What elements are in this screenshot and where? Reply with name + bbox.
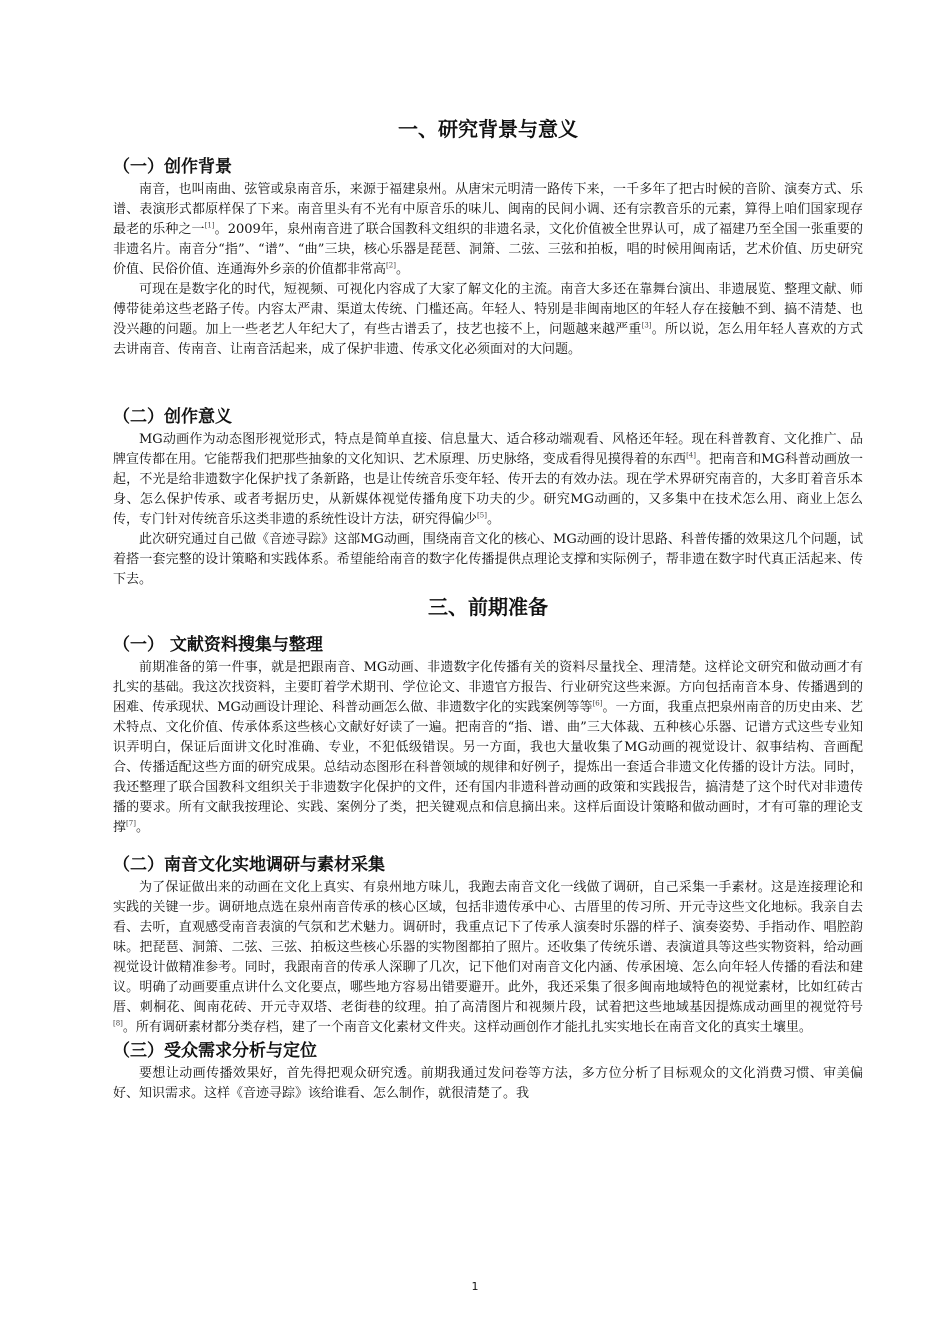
text-run: 此次研究通过自己做《音迹寻踪》这部MG动画，围绕南音文化的核心、MG动画的设计思路、科普传播的效果这几个问题，试着搭一套完整的设计策略和实践体系。希望能给南音的数字化传播提供点理论支撑和实际例子，帮非遗在数字时代真正活起来、传下去。 bbox=[113, 532, 863, 587]
page-content bbox=[113, 112, 863, 1104]
text-run: MG动画作为动态图形视觉形式，特点是简单直接、信息量大、适合移动端观看、风格还年轻。现在科普教育、文化推广、品牌宣传都在用。它能帮我们把那些抽象的文化知识、艺术原理、历史脉络，变成看得见摸得着的东西 bbox=[113, 432, 863, 467]
paragraph-audience-1 bbox=[113, 1064, 863, 1104]
paragraph-literature-1 bbox=[113, 658, 863, 838]
text-run: 。2009年，泉州南音进了联合国教科文组织的非遗名录，文化价值被全世界认可，成了福建乃至全国一张重要的非遗名片。南音分“指”、“谱”、“曲”三块，核心乐器是琵琶、洞箫、二弦、三弦和拍板，唱的时候用闽南话，艺术价值、历史研究价值、民俗价值、连通海外乡亲的价值都非常高 bbox=[113, 222, 863, 277]
citation-marker: [6] bbox=[592, 699, 603, 708]
paragraph-significance-2 bbox=[113, 530, 863, 590]
text-run: 。 bbox=[486, 512, 500, 527]
citation-marker: [2] bbox=[386, 261, 396, 270]
heading-preparation: 三、前期准备 bbox=[428, 595, 548, 619]
heading-research-background: 一、研究背景与意义 bbox=[398, 117, 578, 141]
text-run: 要想让动画传播效果好，首先得把观众研究透。前期我通过发问卷等方法，多方位分析了目标观众的文化消费习惯、审美偏好、知识需求。这样《音迹寻踪》该给谁看、怎么制作，就很清楚了。我 bbox=[113, 1066, 863, 1101]
text-run: 南音，也叫南曲、弦管或泉南音乐，来源于福建泉州。从唐宋元明清一路传下来，一千多年了把古时候的音阶、演奏方式、乐谱、表演形式都原样保了下来。南音里头有不光有中原音乐的味儿、闽南的民间小调、还有宗教音乐的元素，算得上咱们国家现存最老的乐种之一 bbox=[113, 182, 863, 237]
citation-marker: [4] bbox=[686, 451, 696, 460]
text-run: 。 bbox=[395, 262, 409, 277]
text-run: 。一方面，我重点把泉州南音的历史由来、艺术特点、文化价值、传承体系这些核心文献好好读了一遍。把南音的“指、谱、曲”三大体裁、五种核心乐器、记谱方式这些专业知识弄明白，保证后面讲文化时准确、专业，不犯低级错误。另一方面，我也大量收集了MG动画的视觉设计、叙事结构、音画配合、传播适配这些方面的研究成果。总结动态图形在科普领域的规律和好例子，提炼出一套适合非遗文化传播的设计方法。同时，我还整理了联合国教科文组织关于非遗数字化保护的文件，还有国内非遗科普动画的政策和实践报告，搞清楚了这个时代对非遗传播的要求。所有文献我按理论、实践、案例分了类，把关键观点和信息摘出来。这样后面设计策略和做动画时，才有可靠的理论支撑 bbox=[113, 700, 863, 835]
text-run: 前期准备的第一件事，就是把跟南音、MG动画、非遗数字化传播有关的资料尽量找全、理清楚。这样论文研究和做动画才有扎实的基础。我这次找资料，主要盯着学术期刊、学位论文、非遗官方报告、行业研究这些来源。方向包括南音本身、传播遇到的困难、传承现状、MG动画设计理论、科普动画怎么做、非遗数字化的实践案例等等 bbox=[113, 660, 863, 715]
text-run: 。所有调研素材都分类存档，建了一个南音文化素材文件夹。这样动画创作才能扎扎实实地长在南音文化的真实土壤里。 bbox=[122, 1020, 812, 1035]
citation-marker: [1] bbox=[204, 221, 215, 230]
text-run: 为了保证做出来的动画在文化上真实、有泉州地方味儿，我跑去南音文化一线做了调研，自己采集一手素材。这是连接理论和实践的关键一步。调研地点选在泉州南音传承的核心区域，包括非遗传承中心、古厝里的传习所、开元寺这些文化地标。我亲自去看、去听，直观感受南音表演的气氛和艺术魅力。调研时，我重点记下了传承人演奏时乐器的样子、演奏姿势、手指动作、唱腔韵味。把琵琶、洞箫、二弦、三弦、拍板这些核心乐器的实物图都拍了照片。还收集了传统乐谱、表演道具等这些实物资料，给动画视觉设计做精准参考。同时，我跟南音的传承人深聊了几次，记下他们对南音文化内涵、传承困境、怎么向年轻人传播的看法和建议。明确了动画要重点讲什么文化要点，哪些地方容易出错要避开。此外，我还采集了很多闽南地域特色的视觉素材，比如红砖古厝、刺桐花、闽南花砖、开元寺双塔、老街巷的纹理。拍了高清图片和视频片段，试着把这些地域基因提炼成动画里的视觉符号 bbox=[113, 880, 863, 1015]
page-number: 1 bbox=[471, 1280, 479, 1293]
subheading-literature: （一） 文献资料搜集与整理 bbox=[113, 635, 323, 655]
paragraph-background-2 bbox=[113, 280, 863, 360]
text-run: 。 bbox=[135, 820, 149, 835]
text-run: 可现在是数字化的时代，短视频、可视化内容成了大家了解文化的主流。南音大多还在靠舞台演出、非遗展览、整理文献、师傅带徒弟这些老路子传。内容太严肃、渠道太传统、门槛还高。年轻人、特别是非闽南地区的年轻人存在接触不到、搞不清楚、也没兴趣的问题。加上一些老艺人年纪大了，有些古谱丢了，技艺也接不上，问题越来越严重 bbox=[113, 282, 863, 337]
citation-marker: [5] bbox=[477, 511, 487, 520]
paragraph-background-1 bbox=[113, 180, 863, 280]
paragraph-fieldwork-1 bbox=[113, 878, 863, 1038]
citation-marker: [7] bbox=[126, 819, 136, 828]
text-run: 。把南音和MG科普动画放一起，不光是给非遗数字化保护找了条新路，也是让传统音乐变年轻、传开去的有效办法。现在学术界研究南音的，大多盯着音乐本身、怎么保护传承、或者考据历史，从新媒体视觉传播角度下功夫的少。研究MG动画的，又多集中在技术怎么用、商业上怎么传，专门针对传统音乐这类非遗的系统性设计方法，研究得偏少 bbox=[113, 452, 863, 527]
citation-marker: [3] bbox=[641, 321, 652, 330]
subheading-creation-significance: （二）创作意义 bbox=[113, 407, 232, 427]
paragraph-significance-1 bbox=[113, 430, 863, 530]
citation-marker: [8] bbox=[113, 1019, 123, 1028]
subheading-audience: （三）受众需求分析与定位 bbox=[113, 1041, 317, 1061]
subheading-creation-background: （一）创作背景 bbox=[113, 157, 232, 177]
subheading-fieldwork: （二）南音文化实地调研与素材采集 bbox=[113, 855, 385, 875]
text-run: 。所以说，怎么用年轻人喜欢的方式去讲南音、传南音、让南音活起来，成了保护非遗、传承文化必须面对的大问题。 bbox=[113, 322, 863, 357]
